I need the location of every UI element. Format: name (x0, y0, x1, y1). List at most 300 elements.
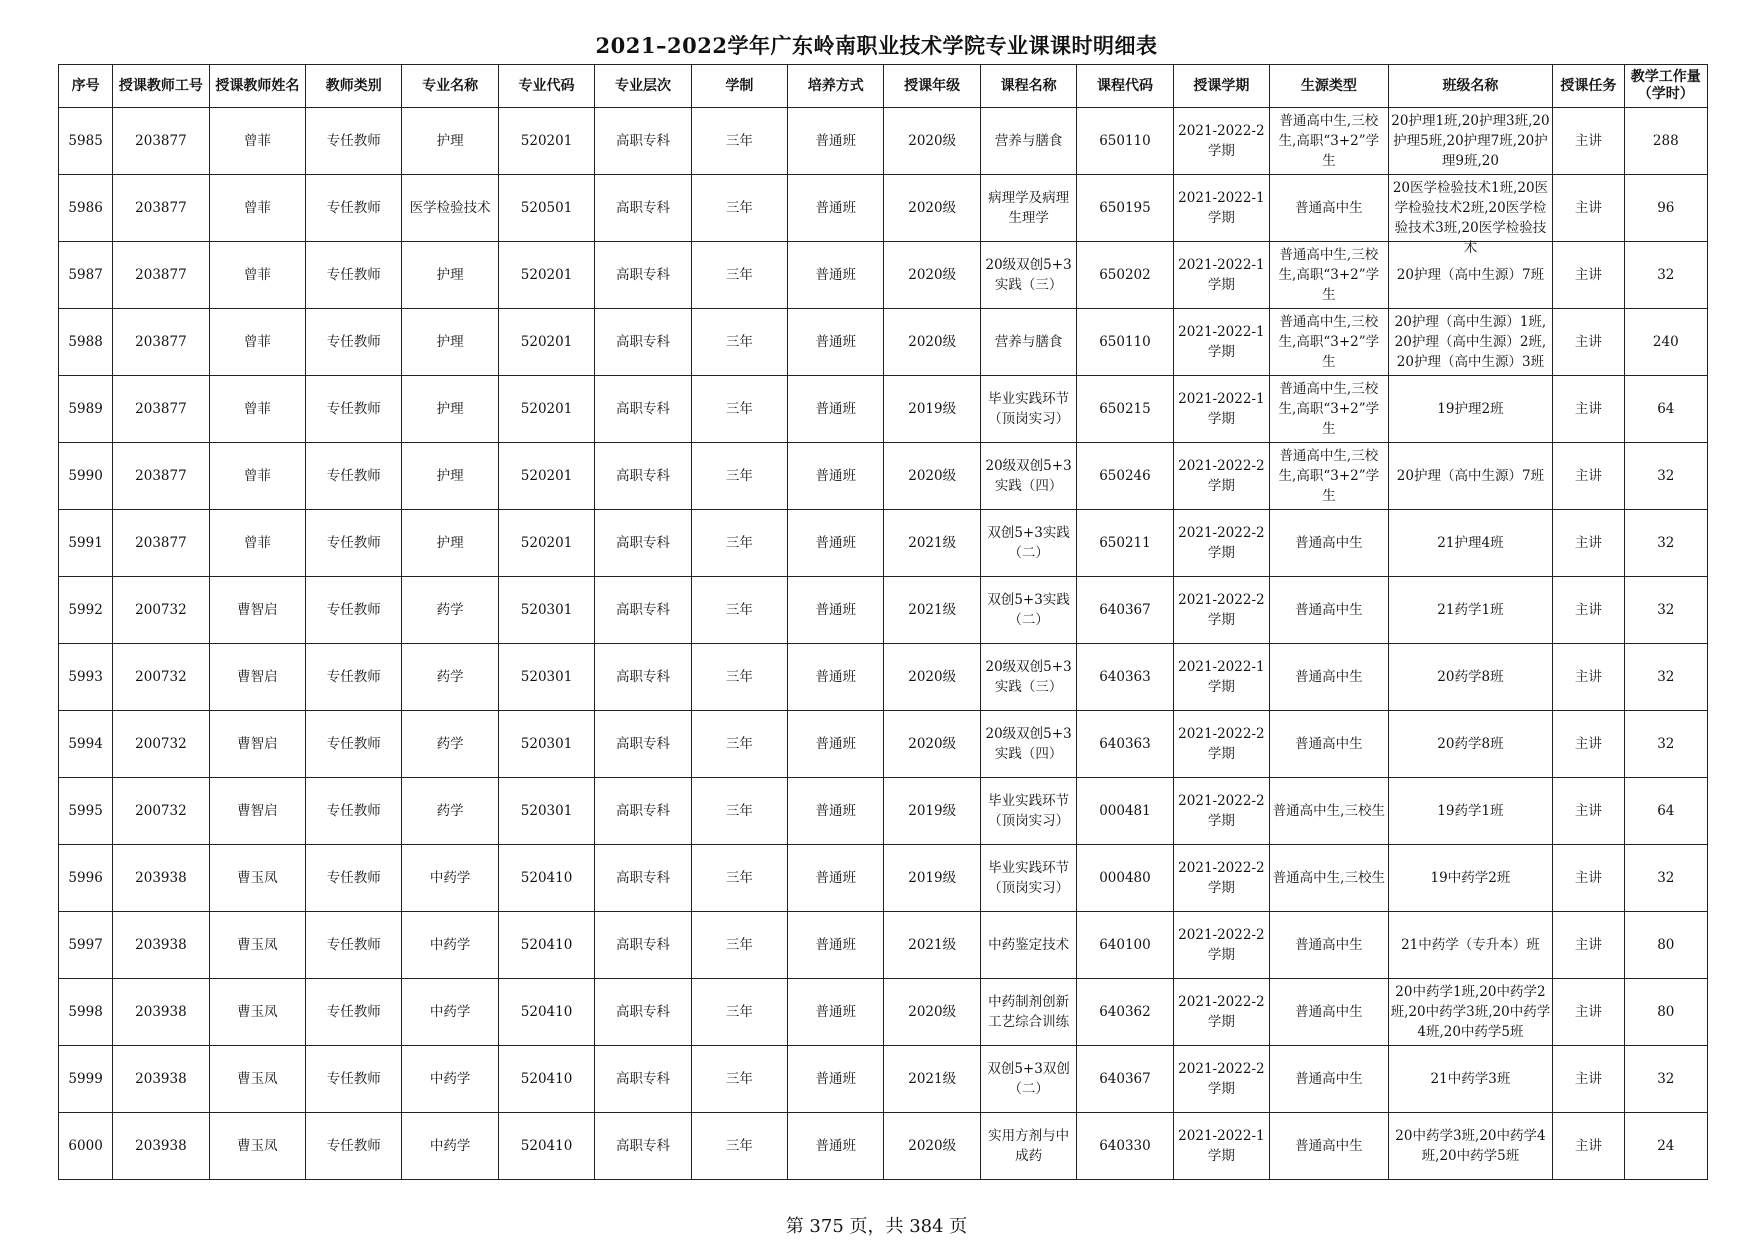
cell-text: 2021-2022-2学期 (1178, 592, 1265, 628)
table-cell (306, 376, 402, 443)
cell-text: 2021-2022-1学期 (1178, 190, 1265, 226)
table-cell (691, 1113, 787, 1180)
cell-text: 曾菲 (243, 133, 271, 149)
cell-text: 520410 (520, 1138, 573, 1154)
cell-text: 普通高中生 (1295, 200, 1363, 216)
table-cell (113, 845, 209, 912)
cell-text: 2021-2022-2学期 (1178, 994, 1265, 1030)
table-cell (1270, 778, 1389, 845)
cell-text: 19护理2班 (1437, 401, 1504, 417)
cell-text: 000481 (1099, 803, 1151, 819)
table-cell (691, 912, 787, 979)
cell-text: 普通班 (815, 669, 857, 685)
cell-text: 普通班 (815, 736, 857, 752)
table-cell (402, 644, 498, 711)
cell-text: 19药学1班 (1437, 803, 1504, 819)
table-cell (1173, 108, 1269, 175)
cell-text: 普通高中生,三校生,高职“3+2”学生 (1278, 381, 1380, 437)
cell-text: 高职专科 (615, 133, 670, 149)
cell-text: 2019级 (908, 803, 957, 819)
cell-text: 专任教师 (326, 200, 381, 216)
table-cell (59, 175, 113, 242)
cell-text: 高职专科 (615, 602, 670, 618)
cell-text: 64 (1657, 401, 1675, 417)
table-cell (1270, 845, 1389, 912)
cell-text: 主讲 (1574, 669, 1602, 685)
cell-text: 主讲 (1574, 133, 1602, 149)
table-cell (1270, 242, 1389, 309)
cell-text: 三年 (725, 669, 753, 685)
cell-text: 普通班 (815, 267, 857, 283)
table-cell (113, 1046, 209, 1113)
cell-text: 20级双创5+3实践（三） (985, 659, 1072, 695)
table-cell (595, 510, 691, 577)
table-cell (980, 1113, 1076, 1180)
cell-text: 中药学 (429, 1071, 471, 1087)
table-cell (59, 510, 113, 577)
cell-text: 203938 (135, 1004, 187, 1020)
cell-text: 2021-2022-2学期 (1178, 458, 1265, 494)
table-cell (1077, 242, 1173, 309)
cell-text: 护理 (436, 133, 464, 149)
table-cell (209, 778, 305, 845)
cell-text: 32 (1657, 468, 1675, 484)
table-cell (1270, 711, 1389, 778)
cell-text: 实用方剂与中成药 (988, 1128, 1070, 1164)
cell-text: 2021级 (908, 535, 957, 551)
table-cell (1553, 108, 1624, 175)
cell-text: 520201 (520, 334, 573, 350)
table-cell (1553, 912, 1624, 979)
table-cell (1270, 510, 1389, 577)
table-cell (1624, 376, 1707, 443)
cell-text: 高职专科 (615, 334, 670, 350)
cell-text: 2021-2022-1学期 (1178, 659, 1265, 695)
table-cell (788, 778, 884, 845)
table-cell (595, 778, 691, 845)
cell-text: 普通高中生,三校生 (1272, 803, 1385, 819)
cell-text: 203877 (135, 133, 187, 149)
cell-text: 三年 (725, 1071, 753, 1087)
cell-text: 32 (1657, 870, 1675, 886)
table-row (59, 711, 1708, 778)
table-cell (788, 108, 884, 175)
table-cell (1077, 577, 1173, 644)
table-cell (306, 242, 402, 309)
cell-text: 000480 (1099, 870, 1151, 886)
cell-text: 营养与膳食 (994, 334, 1063, 350)
cell-text: 640100 (1099, 937, 1151, 953)
cell-text: 21中药学3班 (1430, 1071, 1511, 1087)
table-cell (306, 510, 402, 577)
cell-text: 中药学 (429, 1004, 471, 1020)
table-cell (498, 510, 594, 577)
cell-text: 普通班 (815, 1004, 857, 1020)
table-cell (691, 778, 787, 845)
table-cell (884, 108, 980, 175)
table-cell (691, 175, 787, 242)
table-cell (1173, 979, 1269, 1046)
column-header: 课程名称 (980, 65, 1076, 108)
table-cell (1077, 175, 1173, 242)
table-cell (884, 845, 980, 912)
table-row (59, 309, 1708, 376)
table-row (59, 510, 1708, 577)
cell-text: 毕业实践环节（顶岗实习） (988, 793, 1070, 829)
table-cell (1077, 1046, 1173, 1113)
cell-text: 2020级 (908, 1138, 957, 1154)
table-cell (1077, 108, 1173, 175)
table-cell (1553, 242, 1624, 309)
cell-text: 专任教师 (326, 1071, 381, 1087)
table-cell (1624, 711, 1707, 778)
table-cell (884, 242, 980, 309)
table-cell (59, 778, 113, 845)
cell-text: 200732 (135, 669, 187, 685)
table-cell (59, 309, 113, 376)
cell-text: 毕业实践环节（顶岗实习） (988, 391, 1070, 427)
table-cell (209, 711, 305, 778)
table-cell (691, 443, 787, 510)
table-cell (209, 845, 305, 912)
cell-text: 2019级 (908, 401, 957, 417)
cell-text: 2020级 (908, 133, 957, 149)
table-cell (113, 1113, 209, 1180)
table-cell (209, 108, 305, 175)
table-row (59, 376, 1708, 443)
cell-text: 2021-2022-1学期 (1178, 257, 1265, 293)
cell-text: 普通班 (815, 334, 857, 350)
cell-text: 营养与膳食 (994, 133, 1063, 149)
cell-text: 护理 (436, 334, 464, 350)
cell-text: 主讲 (1574, 736, 1602, 752)
table-cell (1624, 175, 1707, 242)
table-cell (1173, 711, 1269, 778)
cell-text: 高职专科 (615, 267, 670, 283)
table-cell (980, 912, 1076, 979)
table-cell (788, 175, 884, 242)
table-cell (1624, 242, 1707, 309)
cell-text: 普通高中生,三校生,高职“3+2”学生 (1278, 113, 1380, 169)
table-cell (980, 309, 1076, 376)
column-header: 专业名称 (402, 65, 498, 108)
cell-text: 专任教师 (326, 803, 381, 819)
cell-text: 2021-2022-2学期 (1178, 860, 1265, 896)
cell-text: 三年 (725, 1138, 753, 1154)
table-cell (595, 443, 691, 510)
table-cell (498, 979, 594, 1046)
table-cell (209, 309, 305, 376)
cell-text: 5985 (68, 133, 103, 149)
cell-text: 200732 (135, 803, 187, 819)
cell-text: 普通班 (815, 1071, 857, 1087)
cell-text: 203877 (135, 267, 187, 283)
table-cell (209, 443, 305, 510)
table-cell (1270, 644, 1389, 711)
table-cell (788, 577, 884, 644)
table-cell (788, 443, 884, 510)
cell-text: 5987 (68, 267, 103, 283)
cell-text: 专任教师 (326, 133, 381, 149)
table-cell (1270, 1046, 1389, 1113)
table-cell (402, 979, 498, 1046)
table-cell (884, 644, 980, 711)
cell-text: 中药学 (429, 1138, 471, 1154)
cell-text: 中药学 (429, 937, 471, 953)
cell-text: 20护理（高中生源）7班 (1396, 267, 1545, 283)
cell-text: 主讲 (1574, 200, 1602, 216)
cell-text: 普通高中生,三校生,高职“3+2”学生 (1278, 314, 1380, 370)
table-cell (691, 309, 787, 376)
cell-text: 32 (1657, 535, 1675, 551)
table-body (59, 108, 1708, 1180)
table-cell (980, 376, 1076, 443)
table-cell (209, 376, 305, 443)
cell-text: 主讲 (1574, 267, 1602, 283)
cell-text: 32 (1657, 267, 1675, 283)
table-cell (113, 711, 209, 778)
table-cell (498, 376, 594, 443)
cell-text: 640363 (1099, 669, 1151, 685)
table-row (59, 912, 1708, 979)
cell-text: 主讲 (1574, 870, 1602, 886)
cell-text: 203938 (135, 870, 187, 886)
cell-text: 520410 (520, 870, 573, 886)
cell-text: 普通高中生 (1295, 1138, 1363, 1154)
cell-text: 高职专科 (615, 401, 670, 417)
cell-text: 三年 (725, 602, 753, 618)
cell-text: 三年 (725, 401, 753, 417)
table-cell (1624, 1046, 1707, 1113)
table-cell (402, 510, 498, 577)
cell-text: 高职专科 (615, 535, 670, 551)
table-cell (1173, 175, 1269, 242)
cell-text: 三年 (725, 1004, 753, 1020)
table-row (59, 979, 1708, 1046)
cell-text: 专任教师 (326, 669, 381, 685)
cell-text: 普通高中生,三校生,高职“3+2”学生 (1278, 448, 1380, 504)
table-cell (788, 845, 884, 912)
cell-text: 高职专科 (615, 1071, 670, 1087)
table-cell (1270, 376, 1389, 443)
cell-text: 病理学及病理生理学 (988, 190, 1070, 226)
table-cell (306, 175, 402, 242)
cell-text: 三年 (725, 200, 753, 216)
table-cell (1553, 1113, 1624, 1180)
table-cell (306, 711, 402, 778)
cell-text: 203877 (135, 334, 187, 350)
table-cell (884, 711, 980, 778)
table-cell (788, 376, 884, 443)
table-cell (59, 1113, 113, 1180)
cell-text: 护理 (436, 535, 464, 551)
table-cell (113, 778, 209, 845)
cell-text: 520201 (520, 468, 573, 484)
cell-text: 药学 (436, 669, 464, 685)
table-cell (306, 108, 402, 175)
table-cell (498, 912, 594, 979)
cell-text: 20级双创5+3实践（四） (985, 726, 1072, 762)
cell-text: 普通高中生 (1295, 937, 1363, 953)
table-cell (1624, 1113, 1707, 1180)
table-cell (1173, 845, 1269, 912)
cell-text: 普通班 (815, 133, 857, 149)
cell-text: 中药制剂创新工艺综合训练 (988, 994, 1070, 1030)
table-cell (1553, 175, 1624, 242)
table-cell (59, 845, 113, 912)
page-footer: 第 375 页，共 384 页 (785, 1216, 968, 1237)
cell-text: 96 (1657, 200, 1675, 216)
cell-text: 普通班 (815, 602, 857, 618)
cell-text: 三年 (725, 133, 753, 149)
table-cell (113, 979, 209, 1046)
table-cell (209, 644, 305, 711)
cell-text: 主讲 (1574, 1138, 1602, 1154)
cell-text: 三年 (725, 803, 753, 819)
table-cell (209, 510, 305, 577)
cell-text: 高职专科 (615, 669, 670, 685)
table-cell (691, 711, 787, 778)
cell-text: 5998 (68, 1004, 103, 1020)
table-cell (788, 510, 884, 577)
cell-text: 曹玉凤 (237, 937, 278, 953)
cell-text: 普通班 (815, 870, 857, 886)
table-cell (1553, 510, 1624, 577)
cell-text: 520410 (520, 937, 573, 953)
cell-text: 高职专科 (615, 468, 670, 484)
table-cell (884, 912, 980, 979)
table-cell (980, 577, 1076, 644)
table-row (59, 577, 1708, 644)
table-cell (1624, 108, 1707, 175)
table-cell (1270, 1113, 1389, 1180)
table-row (59, 644, 1708, 711)
table-cell (113, 443, 209, 510)
table-cell (1624, 443, 1707, 510)
table-cell (1173, 1046, 1269, 1113)
cell-text: 5990 (68, 468, 103, 484)
cell-text: 三年 (725, 535, 753, 551)
cell-text: 2021-2022-2学期 (1178, 525, 1265, 561)
cell-text: 203877 (135, 200, 187, 216)
cell-text: 中药学 (429, 870, 471, 886)
table-row (59, 443, 1708, 510)
cell-text: 20药学8班 (1437, 669, 1504, 685)
column-header: 授课任务 (1553, 65, 1624, 108)
table-cell (788, 644, 884, 711)
table-cell (884, 979, 980, 1046)
table-cell (402, 577, 498, 644)
column-header: 专业代码 (498, 65, 594, 108)
cell-text: 520301 (520, 803, 573, 819)
cell-text: 5991 (68, 535, 103, 551)
cell-text: 2020级 (908, 200, 957, 216)
table-cell (306, 979, 402, 1046)
table-cell (1388, 175, 1553, 256)
table-cell (498, 108, 594, 175)
table-cell (1077, 778, 1173, 845)
table-cell (1077, 912, 1173, 979)
table-cell (595, 108, 691, 175)
table-cell (980, 644, 1076, 711)
cell-text: 5995 (68, 803, 103, 819)
cell-text: 普通班 (815, 1138, 857, 1154)
cell-text: 5989 (68, 401, 103, 417)
cell-text: 20护理（高中生源）1班,20护理（高中生源）2班,20护理（高中生源）3班 (1394, 314, 1547, 370)
table-cell (1624, 979, 1707, 1046)
table-cell (1553, 778, 1624, 845)
cell-text: 520301 (520, 602, 573, 618)
table-cell (1077, 443, 1173, 510)
table-cell (402, 376, 498, 443)
table-cell (1553, 979, 1624, 1046)
table-cell (1270, 912, 1389, 979)
cell-text: 曹玉凤 (237, 1138, 278, 1154)
table-cell (788, 979, 884, 1046)
table-cell (113, 644, 209, 711)
table-cell (884, 175, 980, 242)
column-header: 授课教师姓名 (209, 65, 305, 108)
table-cell (595, 577, 691, 644)
table-cell (498, 1113, 594, 1180)
table-cell (1553, 309, 1624, 376)
table-cell (1270, 443, 1389, 510)
table-cell (306, 443, 402, 510)
cell-text: 650110 (1099, 334, 1151, 350)
table-cell (691, 845, 787, 912)
table-cell (113, 242, 209, 309)
table-cell (498, 845, 594, 912)
table-cell (402, 242, 498, 309)
column-header: 授课学期 (1173, 65, 1269, 108)
table-cell (884, 1113, 980, 1180)
cell-text: 520301 (520, 736, 573, 752)
table-cell (980, 1046, 1076, 1113)
table-cell (306, 778, 402, 845)
table-cell (209, 242, 305, 309)
table-cell (59, 108, 113, 175)
cell-text: 2021级 (908, 937, 957, 953)
table-cell (306, 309, 402, 376)
table-cell (595, 376, 691, 443)
table-cell (498, 644, 594, 711)
table-cell (209, 1113, 305, 1180)
cell-text: 20护理1班,20护理3班,20护理5班,20护理7班,20护理9班,20 (1391, 113, 1550, 169)
cell-text: 520301 (520, 669, 573, 685)
table-row (59, 108, 1708, 175)
cell-text: 520501 (520, 200, 573, 216)
cell-text: 32 (1657, 1071, 1675, 1087)
cell-text: 520201 (520, 267, 573, 283)
cell-text: 203877 (135, 535, 187, 551)
cell-text: 高职专科 (615, 736, 670, 752)
column-header: 教学工作量（学时） (1624, 65, 1707, 108)
table-cell (209, 175, 305, 242)
cell-text: 曹玉凤 (237, 870, 278, 886)
cell-text: 普通班 (815, 937, 857, 953)
cell-text: 2020级 (908, 267, 957, 283)
table-cell (1173, 510, 1269, 577)
cell-text: 640330 (1099, 1138, 1151, 1154)
table-cell (595, 1046, 691, 1113)
cell-text: 2021-2022-2学期 (1178, 123, 1265, 159)
cell-text: 曹玉凤 (237, 1071, 278, 1087)
cell-text: 中药鉴定技术 (988, 937, 1070, 953)
table-cell (1388, 376, 1553, 443)
cell-text: 三年 (725, 468, 753, 484)
cell-text: 5999 (68, 1071, 103, 1087)
table-cell (113, 108, 209, 175)
